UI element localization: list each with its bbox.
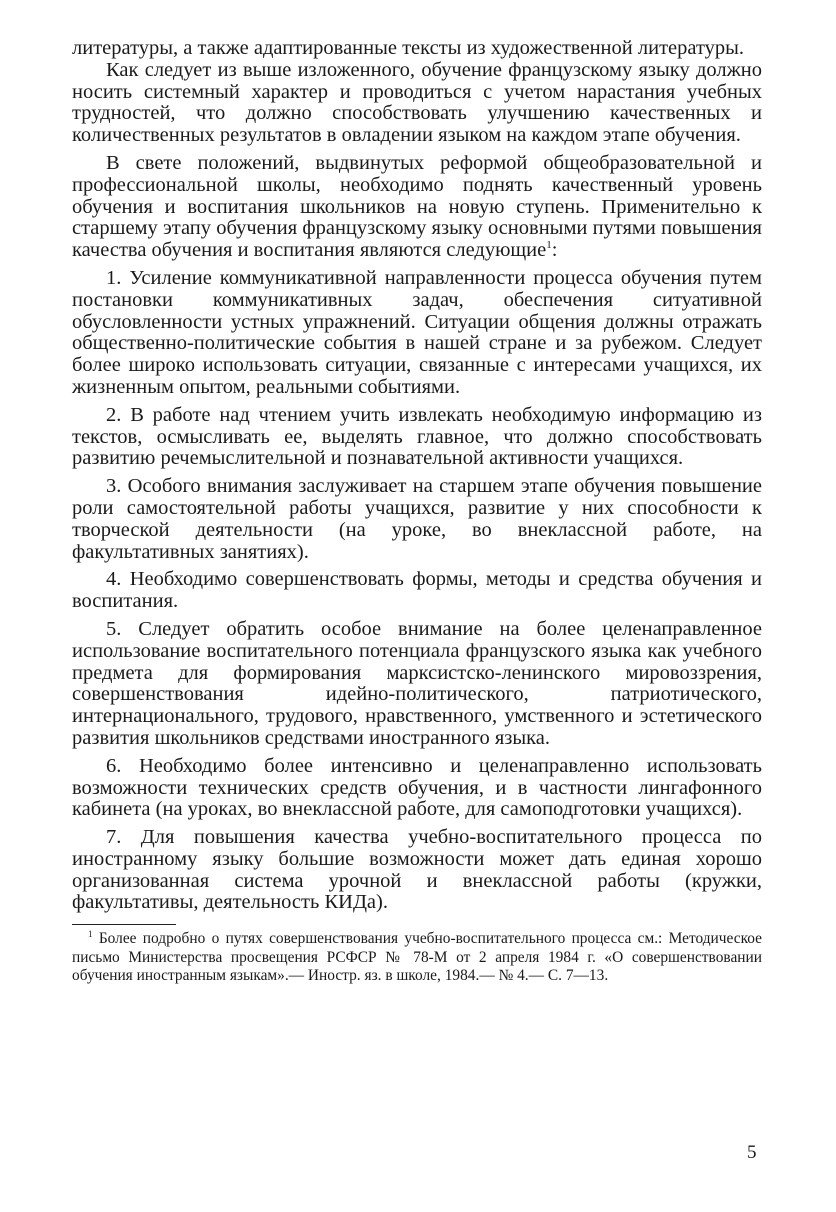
page-body <box>72 38 762 986</box>
list-item-7: 7. Для повышения качества учебно-воспитательного процесса по иностранному языку большие возможности может дать единая хорошо организованная система урочной и внеклассной работы (кружки, факультативы, деятельность КИДа). <box>72 826 762 914</box>
footnote-divider <box>72 924 176 925</box>
list-item-2: 2. В работе над чтением учить извлекать необходимую информацию из текстов, осмысливать ее, выделять главное, что должно способствовать развитию речемыслительной и познавательной активности учащихся. <box>72 403 762 470</box>
paragraph-school-reform-colon: : <box>551 239 558 262</box>
list-item-6: 6. Необходимо более интенсивно и целенаправленно использовать возможности технических средств обучения, и в частности лингафонного кабинета (на уроках, во внеклассной работе, для самоподготовки учащихся). <box>72 754 762 821</box>
footnote-mark: 1 <box>88 929 93 940</box>
paragraph-continuation: литературы, а также адаптированные тексты из художественной литературы. <box>72 37 745 59</box>
footnote-reference: 1 <box>546 239 552 252</box>
list-item-4: 4. Необходимо совершенствовать формы, методы и средства обучения и воспитания. <box>72 568 762 613</box>
paragraph-systematic-teaching: Как следует из выше изложенного, обучение французскому языку должно носить системный характер и проводиться с учетом нарастания учебных трудностей, что должно способствовать улучшению качественных и количественных результатов в овладении языком на каждом этапе обучения. <box>72 58 762 147</box>
footnote-text: Более подробно о путях совершенствования учебно-воспитательного процесса см.: Методическое письмо Министерства просвещения РСФСР № 78-М от 2 апреля 1984 г. «О совершенствовании обучения иностранным языкам».— Иностр. яз. в школе, 1984.— № 4.— С. 7—13. <box>72 930 762 985</box>
paragraph-school-reform-text: В свете положений, выдвинутых реформой общеобразовательной и профессиональной школы, необходимо поднять качественный уровень обучения и воспитания школьников на новую ступень. Применительно к старшему этапу обучения французскому языку основными путями повышения качества обучения и воспитания являются следующие <box>72 151 762 262</box>
paragraph-school-reform <box>72 153 762 262</box>
page-number: 5 <box>747 1142 757 1163</box>
footnote <box>72 930 762 985</box>
list-item-1: 1. Усиление коммуникативной направленности процесса обучения путем постановки коммуникативных задач, обеспечения ситуативной обусловленности устных упражнений. Ситуации общения должны отражать общественно-политические события в нашей стране и за рубежом. Следует более широко использовать ситуации, связанные с интересами учащихся, их жизненным опытом, реальными событиями. <box>72 266 762 398</box>
list-item-3: 3. Особого внимания заслуживает на старшем этапе обучения повышение роли самостоятельной работы учащихся, развитие у них способности к творческой деятельности (на уроке, во внеклассной работе, на факультативных занятиях). <box>72 475 762 563</box>
list-item-5: 5. Следует обратить особое внимание на более целенаправленное использование воспитательного потенциала французского языка как учебного предмета для формирования марксистско-ленинского мировоззрения, совершенствования идейно-политического, патриотического, интернационального, трудового, нравственного, умственного и эстетического развития школьников средствами иностранного языка. <box>72 617 762 749</box>
